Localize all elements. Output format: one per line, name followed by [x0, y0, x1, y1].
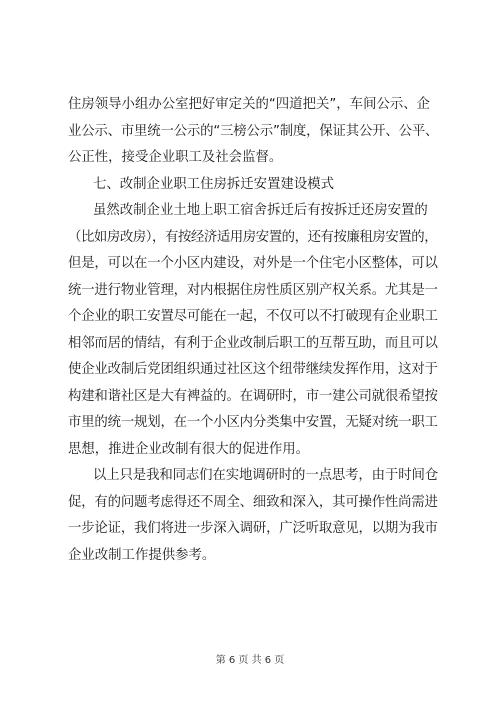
text-line: （比如房改房），有按经济适用房安置的，还有按廉租房安置的， [68, 229, 438, 245]
text-line: 促，有的问题考虑得还不周全、细致和深入，其可操作性尚需进 [68, 494, 438, 510]
document-body [68, 92, 438, 569]
text-line: 相邻而居的情结，有利于企业改制后职工的互帮互助，而且可以 [68, 335, 438, 351]
text-line: 虽然改制企业土地上职工宿舍拆迁后有按拆迁还房安置的 [93, 203, 428, 218]
text-line: 统一进行物业管理，对内根据住房性质区别产权关系。尤其是一 [68, 282, 438, 298]
text-line: 思想，推进企业改制有很大的促进作用。 [68, 441, 310, 457]
text-line: 使企业改制后党团组织通过社区这个纽带继续发挥作用，这对于 [68, 362, 438, 377]
text-line: 市里的统一规划，在一个小区内分类集中安置，无疑对统一职工 [68, 415, 438, 430]
text-line: 以上只是我和同志们在实地调研时的一点思考，由于时间仓 [93, 468, 439, 483]
text-line: 公正性，接受企业职工及社会监督。 [68, 150, 283, 165]
text-line: 一步论证，我们将进一步深入调研，广泛听取意见，以期为我市 [68, 521, 438, 536]
text-line: 但是，可以在一个小区内建设，对外是一个住宅小区整体，可以 [68, 256, 438, 271]
text-line: 业公示、市里统一公示的“三榜公示”制度，保证其公开、公平、 [68, 123, 439, 139]
text-line: 企业改制工作提供参考。 [68, 547, 216, 563]
page-footer: 第 6 页 共 6 页 [215, 655, 285, 666]
text-line: 个企业的职工安置尽可能在一起，不仅可以不打破现有企业职工 [68, 309, 438, 324]
text-line: 构建和谐社区是大有裨益的。在调研时，市一建公司就很希望按 [68, 388, 438, 404]
text-line: 住房领导小组办公室把好审定关的“四道把关”，车间公示、企 [68, 97, 431, 112]
text-line: 七、改制企业职工住房拆迁安置建设模式 [93, 176, 335, 192]
